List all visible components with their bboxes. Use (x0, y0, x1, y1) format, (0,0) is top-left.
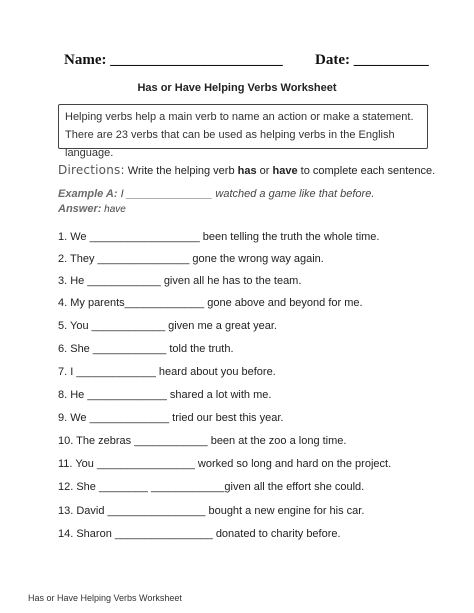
example-line (58, 188, 374, 200)
answer-label: Answer: (58, 203, 102, 215)
answer-line (58, 203, 126, 215)
question-13[interactable]: 13. David ________________ bought a new engine for his car. (58, 505, 365, 517)
question-14[interactable]: 14. Sharon ________________ donated to charity before. (58, 528, 341, 540)
question-12[interactable]: 12. She ________ ____________given all the effort she could. (58, 481, 365, 493)
intro-box (58, 104, 428, 159)
directions-word-have: have (272, 165, 298, 177)
intro-text: Helping verbs help a main verb to name an action or make a statement. There are 23 verbs that can be used as helping verbs in the English language. (65, 111, 414, 159)
name-label: Name: (64, 52, 107, 68)
date-field[interactable] (315, 52, 429, 69)
directions-text-after: to complete each sentence. (297, 165, 436, 177)
example-text: I ______________ watched a game like that before. (117, 188, 375, 200)
directions (58, 163, 435, 177)
question-4[interactable]: 4. My parents_____________ gone above and beyond for me. (58, 297, 363, 309)
date-blank[interactable]: __________ (353, 52, 429, 68)
name-field[interactable] (64, 52, 283, 69)
footer-text: Has or Have Helping Verbs Worksheet (28, 593, 182, 603)
question-10[interactable]: 10. The zebras ____________ been at the zoo a long time. (58, 435, 347, 447)
directions-label: Directions: (58, 163, 125, 177)
question-6[interactable]: 6. She ____________ told the truth. (58, 343, 234, 355)
question-3[interactable]: 3. He ____________ given all he has to the team. (58, 275, 302, 287)
directions-text-before: Write the helping verb (124, 165, 238, 177)
question-11[interactable]: 11. You ________________ worked so long and hard on the project. (58, 458, 392, 470)
question-7[interactable]: 7. I _____________ heard about you before. (58, 366, 276, 378)
question-1[interactable]: 1. We __________________ been telling the truth the whole time. (58, 231, 380, 243)
answer-text: have (101, 204, 126, 215)
worksheet-title: Has or Have Helping Verbs Worksheet (137, 82, 337, 94)
question-8[interactable]: 8. He _____________ shared a lot with me. (58, 389, 272, 401)
question-2[interactable]: 2. They _______________ gone the wrong way again. (58, 253, 324, 265)
directions-text-middle: or (256, 165, 273, 177)
example-label: Example A: (58, 188, 118, 200)
question-5[interactable]: 5. You ____________ given me a great year. (58, 320, 277, 332)
directions-word-has: has (237, 165, 257, 177)
date-label: Date: (315, 52, 350, 68)
name-blank[interactable]: _______________________ (110, 52, 283, 68)
question-9[interactable]: 9. We _____________ tried our best this year. (58, 412, 284, 424)
